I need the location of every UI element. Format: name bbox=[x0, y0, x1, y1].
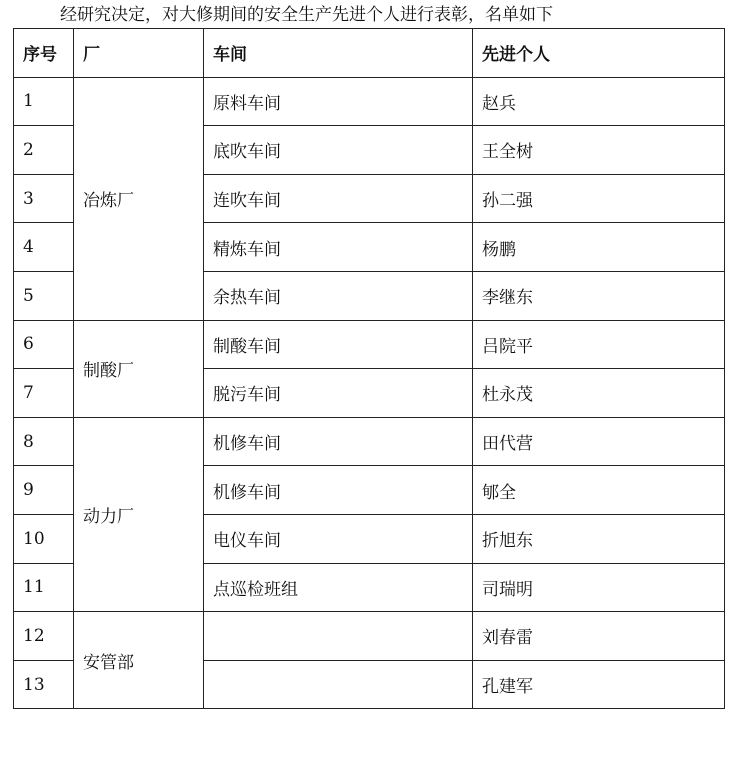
person-cell: 李继东 bbox=[473, 271, 725, 320]
person-cell: 孔建军 bbox=[473, 660, 725, 709]
row-number: 13 bbox=[14, 660, 74, 709]
header-factory: 厂 bbox=[74, 29, 204, 78]
workshop-cell: 余热车间 bbox=[204, 271, 473, 320]
workshop-cell bbox=[204, 660, 473, 709]
row-number: 4 bbox=[14, 223, 74, 272]
row-number: 12 bbox=[14, 612, 74, 661]
factory-cell: 制酸厂 bbox=[74, 320, 204, 417]
row-number: 11 bbox=[14, 563, 74, 612]
workshop-cell: 原料车间 bbox=[204, 77, 473, 126]
person-cell: 赵兵 bbox=[473, 77, 725, 126]
workshop-cell: 制酸车间 bbox=[204, 320, 473, 369]
person-cell: 杜永茂 bbox=[473, 369, 725, 418]
workshop-cell: 机修车间 bbox=[204, 466, 473, 515]
table-row bbox=[14, 417, 725, 466]
factory-cell: 动力厂 bbox=[74, 417, 204, 611]
person-cell: 孙二强 bbox=[473, 174, 725, 223]
factory-cell: 安管部 bbox=[74, 612, 204, 709]
row-number: 3 bbox=[14, 174, 74, 223]
row-number: 1 bbox=[14, 77, 74, 126]
person-cell: 司瑞明 bbox=[473, 563, 725, 612]
person-cell: 田代营 bbox=[473, 417, 725, 466]
header-person: 先进个人 bbox=[473, 29, 725, 78]
person-cell: 郇全 bbox=[473, 466, 725, 515]
workshop-cell: 电仪车间 bbox=[204, 514, 473, 563]
workshop-cell: 机修车间 bbox=[204, 417, 473, 466]
row-number: 2 bbox=[14, 126, 74, 175]
row-number: 9 bbox=[14, 466, 74, 515]
commendation-table bbox=[13, 28, 725, 709]
factory-cell: 冶炼厂 bbox=[74, 77, 204, 320]
workshop-cell: 底吹车间 bbox=[204, 126, 473, 175]
row-number: 8 bbox=[14, 417, 74, 466]
workshop-cell bbox=[204, 612, 473, 661]
table-row bbox=[14, 612, 725, 661]
header-no: 序号 bbox=[14, 29, 74, 78]
table-row bbox=[14, 77, 725, 126]
intro-text: 经研究决定，对大修期间的安全生产先进个人进行表彰，名单如下 bbox=[60, 5, 553, 25]
person-cell: 刘春雷 bbox=[473, 612, 725, 661]
person-cell: 王全树 bbox=[473, 126, 725, 175]
person-cell: 杨鹏 bbox=[473, 223, 725, 272]
row-number: 5 bbox=[14, 271, 74, 320]
header-row bbox=[14, 29, 725, 78]
table-row bbox=[14, 320, 725, 369]
row-number: 7 bbox=[14, 369, 74, 418]
workshop-cell: 连吹车间 bbox=[204, 174, 473, 223]
row-number: 6 bbox=[14, 320, 74, 369]
workshop-cell: 脱污车间 bbox=[204, 369, 473, 418]
workshop-cell: 点巡检班组 bbox=[204, 563, 473, 612]
person-cell: 折旭东 bbox=[473, 514, 725, 563]
workshop-cell: 精炼车间 bbox=[204, 223, 473, 272]
person-cell: 吕院平 bbox=[473, 320, 725, 369]
header-workshop: 车间 bbox=[204, 29, 473, 78]
row-number: 10 bbox=[14, 514, 74, 563]
